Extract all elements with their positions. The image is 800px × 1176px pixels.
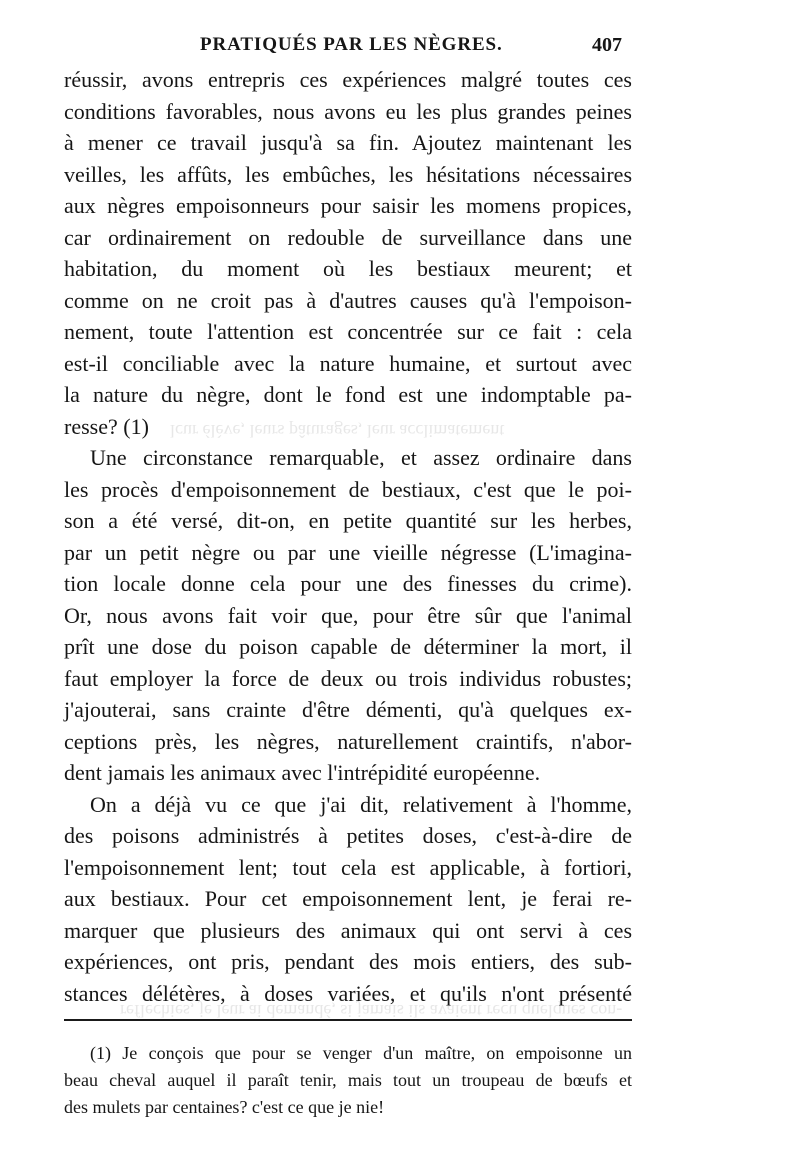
footnote-line: (1) Je conçois que pour se venger d'un maître, on empoisonne un <box>90 1043 632 1063</box>
text-line: expériences, ont pris, pendant des mois entiers, des sub- <box>64 949 632 974</box>
footnote <box>64 1040 632 1121</box>
show-through-text: lcur élève, leurs pâturages, leur acclimatement <box>170 421 505 441</box>
text-line: les procès d'empoisonnement de bestiaux, c'est que le poi- <box>64 476 632 502</box>
footnote-line: beau cheval auquel il paraît tenir, mais tout un troupeau de bœufs et <box>64 1070 632 1090</box>
text-line: prît une dose du poison capable de déterminer la mort, il <box>64 634 632 659</box>
text-line: son a été versé, dit-on, en petite quantité sur les herbes, <box>64 508 632 533</box>
text-line: habitation, du moment où les bestiaux meurent; et <box>64 256 632 281</box>
text-line: tion locale donne cela pour une des finesses du crime). <box>64 571 632 596</box>
text-line: ceptions près, les nègres, naturellement craintifs, n'abor- <box>64 728 632 754</box>
text-line: aux bestiaux. Pour cet empoisonnement lent, je ferai re- <box>64 886 632 911</box>
text-line: l'empoisonnement lent; tout cela est applicable, à fortiori, <box>64 854 632 880</box>
text-line: resse? (1) <box>64 413 149 439</box>
text-line: par un petit nègre ou par une vieille négresse (L'imagina- <box>64 539 632 565</box>
running-head <box>0 34 800 60</box>
text-line: dent jamais les animaux avec l'intrépidité européenne. <box>64 760 541 785</box>
text-line: conditions favorables, nous avons eu les plus grandes peines <box>64 98 632 124</box>
footnote-rule <box>64 1019 632 1021</box>
text-line: Or, nous avons fait voir que, pour être sûr que l'animal <box>64 602 632 628</box>
text-line: nement, toute l'attention est concentrée sur ce fait : cela <box>64 319 632 344</box>
text-line: j'ajouterai, sans crainte d'être démenti, qu'à quelques ex- <box>64 697 632 722</box>
text-line: des poisons administrés à petites doses, c'est-à-dire de <box>64 823 632 848</box>
text-line: faut employer la force de deux ou trois individus robustes; <box>64 665 632 691</box>
text-line: Une circonstance remarquable, et assez ordinaire dans <box>90 445 632 470</box>
text-line: réussir, avons entrepris ces expériences malgré toutes ces <box>64 67 632 92</box>
text-line: la nature du nègre, dont le fond est une indomptable pa- <box>64 382 632 407</box>
text-line: comme on ne croit pas à d'autres causes qu'à l'empoison- <box>64 287 632 313</box>
show-through-text: reflechies, je leur ai demandé, si jamais ils avaient recu quelques con- <box>120 1001 623 1021</box>
page-number: 407 <box>592 34 622 56</box>
text-line: marquer que plusieurs des animaux qui ont servi à ces <box>64 917 632 943</box>
text-line: veilles, les affûts, les embûches, les hésitations nécessaires <box>64 161 632 187</box>
text-line: stances délétères, à doses variées, et qu'ils n'ont présenté <box>64 980 632 1006</box>
footnote-line: des mulets par centaines? c'est ce que je nie! <box>64 1097 385 1117</box>
text-line: aux nègres empoisonneurs pour saisir les momens propices, <box>64 193 632 218</box>
text-line: car ordinairement on redouble de surveillance dans une <box>64 224 632 250</box>
text-line: est-il conciliable avec la nature humaine, et surtout avec <box>64 350 632 376</box>
text-line: à mener ce travail jusqu'à sa fin. Ajoutez maintenant les <box>64 130 632 155</box>
running-title: PRATIQUÉS PAR LES NÈGRES. <box>200 34 503 55</box>
text-line: On a déjà vu ce que j'ai dit, relativement à l'homme, <box>90 791 632 817</box>
body-text <box>64 64 632 1009</box>
